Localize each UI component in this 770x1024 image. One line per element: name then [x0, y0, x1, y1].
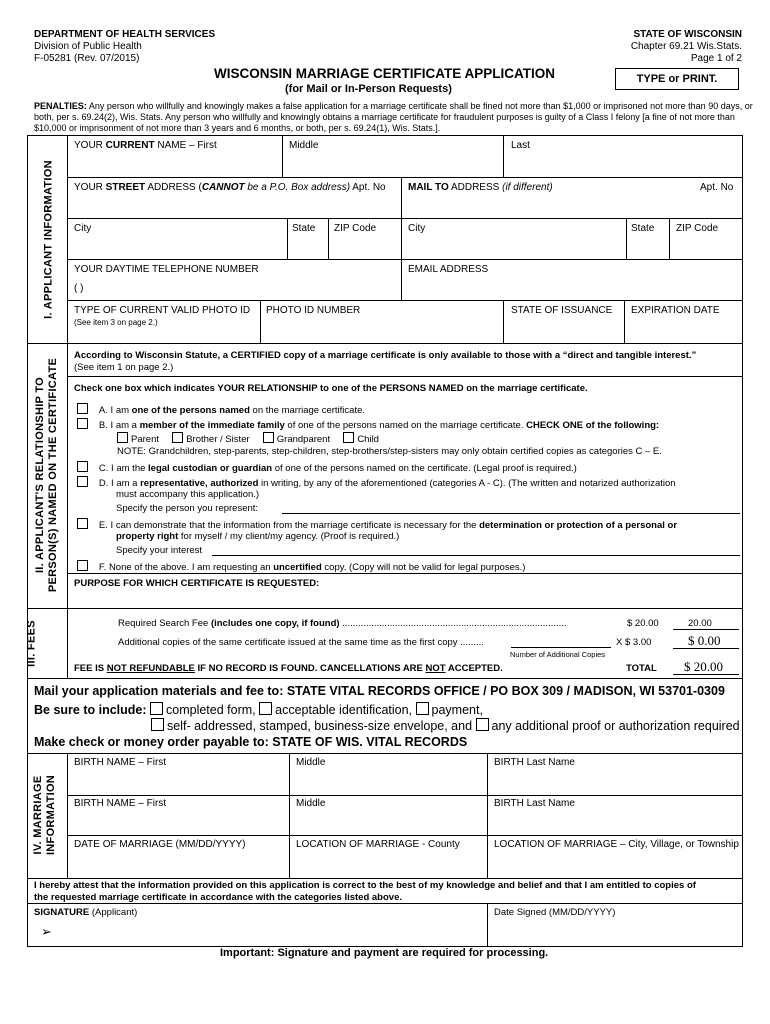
label-part: Parent — [131, 434, 159, 445]
label-part: on the marriage certificate. — [249, 405, 366, 416]
label-part: SIGNATURE — [34, 907, 90, 918]
include-payment[interactable] — [416, 703, 483, 717]
rule — [67, 573, 742, 574]
person1-middle-name-field[interactable]: Middle — [296, 757, 326, 768]
street-address-field[interactable] — [74, 182, 386, 193]
option-e-line2 — [116, 531, 399, 542]
option-f-checkbox[interactable] — [77, 560, 88, 571]
marriage-county-field[interactable]: LOCATION OF MARRIAGE - County — [296, 839, 460, 850]
department-name: DEPARTMENT OF HEALTH SERVICES — [34, 29, 216, 40]
section-4-label — [32, 740, 62, 890]
signature-field[interactable] — [34, 907, 137, 918]
include-envelope[interactable] — [151, 719, 472, 733]
additional-copies-input[interactable] — [511, 647, 611, 648]
label-part: CHECK ONE of the following: — [526, 420, 660, 431]
label-part: in writing, by any of the aforementioned (categories A - C). (The written and notarized authorization — [258, 478, 676, 489]
arrow-icon: ➢ — [41, 924, 52, 939]
check-one-instruction: Check one box which indicates YOUR RELATIONSHIP to one of the PERSONS NAMED on the marriage certificate. — [74, 383, 588, 394]
include-line-2 — [151, 718, 740, 733]
street-state-field[interactable]: State — [292, 223, 316, 234]
interest-specify-label: Specify your interest — [116, 545, 203, 556]
option-d-line2: must accompany this application.) — [116, 489, 260, 500]
mail-zip-field[interactable]: ZIP Code — [676, 223, 719, 234]
photo-id-number-field[interactable]: PHOTO ID NUMBER — [266, 305, 361, 316]
include-proof[interactable] — [476, 719, 740, 733]
rule — [673, 674, 739, 675]
label-part: any additional proof or authorization required — [491, 719, 740, 733]
purpose-field[interactable]: PURPOSE FOR WHICH CERTIFICATE IS REQUESTED: — [74, 578, 320, 589]
rule — [503, 135, 504, 177]
option-a-checkbox[interactable] — [77, 403, 88, 414]
rule — [67, 835, 742, 836]
label-part: (includes one copy, if found) — [210, 618, 340, 629]
option-d-checkbox[interactable] — [77, 476, 88, 487]
option-c-checkbox[interactable] — [77, 461, 88, 472]
rule — [67, 177, 742, 178]
label-part: Required Search Fee — [118, 618, 211, 629]
option-b-checkbox[interactable] — [77, 418, 88, 429]
represent-specify-label: Specify the person you represent: — [116, 503, 259, 514]
label-part: ADDRESS ( — [145, 182, 202, 193]
option-e-checkbox[interactable] — [77, 518, 88, 529]
label-part: of one of the persons named on the marriage certificate. — [284, 420, 527, 431]
side-divider-upper — [67, 135, 68, 678]
include-id[interactable] — [259, 703, 412, 717]
label-part: NOT — [425, 663, 446, 674]
parent-checkbox[interactable] — [117, 432, 128, 443]
label-part: (Applicant) — [89, 907, 138, 918]
photo-id-type-field[interactable]: TYPE OF CURRENT VALID PHOTO ID — [74, 305, 251, 316]
rule — [67, 376, 742, 377]
page-number: Page 1 of 2 — [690, 53, 742, 64]
attest-line-2: the requested marriage certificate in accordance with the categories listed above. — [34, 892, 402, 903]
label-part: STREET — [105, 182, 146, 193]
rule — [67, 795, 742, 796]
option-f[interactable] — [77, 560, 525, 573]
label-part: CANNOT — [201, 182, 245, 193]
label-part: D. I am a — [98, 478, 141, 489]
type-or-print-box: TYPE or PRINT. — [615, 68, 739, 90]
include-line-1 — [34, 702, 483, 717]
page-title: WISCONSIN MARRIAGE CERTIFICATE APPLICATION — [214, 66, 555, 81]
label-part: ..................................................................................... — [339, 618, 567, 629]
attest-line-1: I hereby attest that the information provided on this application is correct to the best of my knowledge and belief and that I am entitled to copies of — [34, 880, 696, 891]
email-field[interactable]: EMAIL ADDRESS — [408, 264, 489, 275]
mail-city-field[interactable]: City — [408, 223, 426, 234]
additional-copies-label: Additional copies of the same certificate issued at the same time as the first copy ......... — [118, 637, 484, 648]
label-part: payment, — [431, 703, 483, 717]
label-part: NOT REFUNDABLE — [106, 663, 195, 674]
mail-state-field[interactable]: State — [631, 223, 655, 234]
label-part: YOUR — [74, 140, 106, 151]
include-id-checkbox[interactable] — [259, 702, 272, 715]
marriage-date-field[interactable]: DATE OF MARRIAGE (MM/DD/YYYY) — [74, 839, 246, 850]
date-signed-field[interactable]: Date Signed (MM/DD/YYYY) — [494, 907, 616, 918]
rule — [626, 218, 627, 259]
label-part: legal custodian or guardian — [148, 463, 273, 474]
label-part: (if different) — [502, 182, 553, 193]
person2-middle-name-field[interactable]: Middle — [296, 798, 326, 809]
label-part: Brother / Sister — [186, 434, 250, 445]
person2-last-name-field[interactable]: BIRTH Last Name — [494, 798, 575, 809]
child-option[interactable] — [343, 434, 379, 445]
include-payment-checkbox[interactable] — [416, 702, 429, 715]
copy-multiplier: X $ 3.00 — [616, 637, 652, 648]
rule — [624, 300, 625, 343]
label-part: property right — [116, 531, 179, 542]
rule — [487, 903, 488, 947]
rule — [287, 218, 288, 259]
label-part: Apt. No — [350, 182, 386, 193]
num-copies-caption: Number of Additional Copies — [510, 650, 606, 659]
label-part: for myself / my client/my agency. (Proof is required.) — [178, 531, 400, 542]
rule — [282, 135, 283, 177]
total-label: TOTAL — [626, 663, 657, 674]
label-part: Be sure to include: — [34, 703, 147, 717]
rule — [27, 343, 742, 344]
mail-address-instruction: Mail your application materials and fee to: STATE VITAL RECORDS OFFICE / PO BOX 309 / MADISON, WI 53701-0309 — [34, 684, 725, 698]
phone-field[interactable]: YOUR DAYTIME TELEPHONE NUMBER — [74, 264, 259, 275]
penalties-label: PENALTIES: — [34, 101, 87, 111]
include-proof-checkbox[interactable] — [476, 718, 489, 731]
grandparent-option[interactable] — [263, 434, 330, 445]
see-item-text: (See item 1 on page 2.) — [74, 362, 174, 373]
label-part: Child — [357, 434, 379, 445]
section-2-label — [34, 350, 64, 600]
interest-specify-input[interactable] — [212, 555, 740, 556]
label-part: of one of the persons named on the certificate. (Legal proof is required.) — [272, 463, 577, 474]
label-part: A. I am — [98, 405, 132, 416]
label-part: representative, authorized — [140, 478, 259, 489]
brother-sister-checkbox[interactable] — [172, 432, 183, 443]
photo-id-note: (See item 3 on page 2.) — [74, 318, 158, 327]
total-value[interactable]: $ 20.00 — [684, 659, 723, 674]
label-part: NAME – First — [154, 140, 217, 151]
option-a[interactable] — [77, 403, 365, 416]
label-part: CURRENT — [105, 140, 155, 151]
section-4-label-line: IV. MARRIAGE — [32, 775, 44, 855]
brother-sister-option[interactable] — [172, 434, 249, 445]
rule — [27, 678, 742, 679]
section-3-label: III. FEES — [25, 620, 38, 667]
marriage-city-field[interactable]: LOCATION OF MARRIAGE – City, Village, or Township — [494, 839, 739, 850]
label-part: determination or protection of a personal or — [479, 520, 678, 531]
rule — [328, 218, 329, 259]
division-name: Division of Public Health — [34, 41, 142, 52]
payable-instruction: Make check or money order payable to: STATE OF WIS. VITAL RECORDS — [34, 735, 468, 749]
current-name-last-field[interactable]: Last — [511, 140, 530, 151]
person2-first-name-field[interactable]: BIRTH NAME – First — [74, 798, 167, 809]
label-part: uncertified — [273, 562, 322, 573]
current-name-first-field[interactable] — [74, 140, 217, 151]
label-part: YOUR — [74, 182, 106, 193]
non-refundable-notice — [74, 663, 503, 674]
child-checkbox[interactable] — [343, 432, 354, 443]
family-options — [117, 432, 379, 445]
penalties-line-1 — [34, 101, 753, 112]
statute-text: According to Wisconsin Statute, a CERTIFIED copy of a marriage certificate is only available to those with a “direct and tangible interest.” — [74, 350, 697, 361]
important-notice: Important: Signature and payment are required for processing. — [220, 947, 549, 959]
expiration-date-field[interactable]: EXPIRATION DATE — [631, 305, 720, 316]
label-part: FEE IS — [74, 663, 107, 674]
rule — [27, 608, 742, 609]
street-zip-field[interactable]: ZIP Code — [334, 223, 377, 234]
family-note: NOTE: Grandchildren, step-parents, step-children, step-brothers/step-sisters may only obtain certified copies as categories C – E. — [117, 446, 662, 457]
include-envelope-checkbox[interactable] — [151, 718, 164, 731]
state-of-issuance-field[interactable]: STATE OF ISSUANCE — [511, 305, 613, 316]
current-name-middle-field[interactable]: Middle — [289, 140, 319, 151]
rule — [27, 878, 742, 879]
option-c[interactable] — [77, 461, 577, 474]
mail-to-address-field[interactable] — [408, 182, 553, 193]
represent-specify-input[interactable] — [282, 513, 740, 514]
label-part: ACCEPTED. — [445, 663, 503, 674]
rule — [27, 903, 742, 904]
rule — [260, 300, 261, 343]
label-part: IF NO RECORD IS FOUND. CANCELLATIONS ARE — [194, 663, 426, 674]
label-part: F. None of the above. I am requesting an — [98, 562, 274, 573]
chapter-label: Chapter 69.21 Wis.Stats. — [630, 41, 742, 52]
state-label: STATE OF WISCONSIN — [633, 29, 742, 40]
person1-first-name-field[interactable]: BIRTH NAME – First — [74, 757, 167, 768]
penalties-text-1: Any person who willfully and knowingly makes a false application for a marriage certificate shall be fined not more than $1,000 or imprisoned not more than 90 days, or — [88, 101, 753, 111]
label-part: one of the persons named — [131, 405, 250, 416]
rule — [503, 300, 504, 343]
search-fee-label — [118, 618, 567, 629]
parent-option[interactable] — [117, 434, 159, 445]
label-part: be a P.O. Box address) — [244, 182, 351, 193]
rule — [67, 218, 742, 219]
page-subtitle: (for Mail or In-Person Requests) — [285, 83, 452, 95]
label-part: Grandparent — [276, 434, 331, 445]
additional-copies-value[interactable]: $ 0.00 — [688, 633, 721, 648]
label-part: MAIL TO — [408, 182, 449, 193]
rule — [27, 753, 742, 754]
label-part: copy. (Copy will not be valid for legal purposes.) — [321, 562, 526, 573]
label-part: ADDRESS — [448, 182, 503, 193]
option-e[interactable] — [77, 518, 677, 531]
label-part: member of the immediate family — [139, 420, 285, 431]
search-fee-value[interactable]: 20.00 — [688, 618, 712, 629]
phone-area-code: ( ) — [74, 283, 84, 294]
person1-last-name-field[interactable]: BIRTH Last Name — [494, 757, 575, 768]
label-part: self- addressed, stamped, business-size envelope, and — [167, 719, 473, 733]
search-fee-amount: $ 20.00 — [627, 618, 659, 629]
rule — [401, 177, 402, 300]
mail-apt-no-field[interactable]: Apt. No — [700, 182, 734, 193]
label-part: acceptable identification, — [275, 703, 413, 717]
include-form-checkbox[interactable] — [150, 702, 163, 715]
label-part: completed form, — [166, 703, 256, 717]
option-d[interactable] — [77, 476, 676, 489]
label-part: E. I can demonstrate that the information from the marriage certificate is necessary for the — [98, 520, 480, 531]
rule — [289, 753, 290, 878]
include-form[interactable] — [150, 703, 256, 717]
option-b[interactable] — [77, 418, 659, 431]
rule — [673, 648, 739, 649]
label-part: B. I am a — [98, 420, 140, 431]
rule — [67, 259, 742, 260]
section-2-label-line: II. APPLICANT'S RELATIONSHIP TO — [34, 376, 46, 574]
form-number: F-05281 (Rev. 07/2015) — [34, 53, 140, 64]
rule — [673, 629, 739, 630]
section-2-label-line: PERSON(S) NAMED ON THE CERTIFICATE — [47, 357, 59, 593]
rule — [67, 300, 742, 301]
grandparent-checkbox[interactable] — [263, 432, 274, 443]
rule — [487, 753, 488, 878]
penalties-line-2: both, per s. 69.24(2), Wis. Stats. Any person who willfully and knowingly obtains a marriage certificate for fraudulent purposes is guilty of a Class I felony [a fine of not more than — [34, 112, 735, 122]
penalties-line-3: $10,000 or imprisonment of not more than 3 years and 6 months, or both, per s. 69.24(1), Wis. Stats.]. — [34, 123, 441, 133]
section-1-label: I. APPLICANT INFORMATION — [42, 160, 55, 319]
label-part: C. I am the — [98, 463, 149, 474]
section-4-label-line: INFORMATION — [45, 774, 57, 856]
street-city-field[interactable]: City — [74, 223, 92, 234]
side-divider-lower — [67, 753, 68, 878]
rule — [669, 218, 670, 259]
